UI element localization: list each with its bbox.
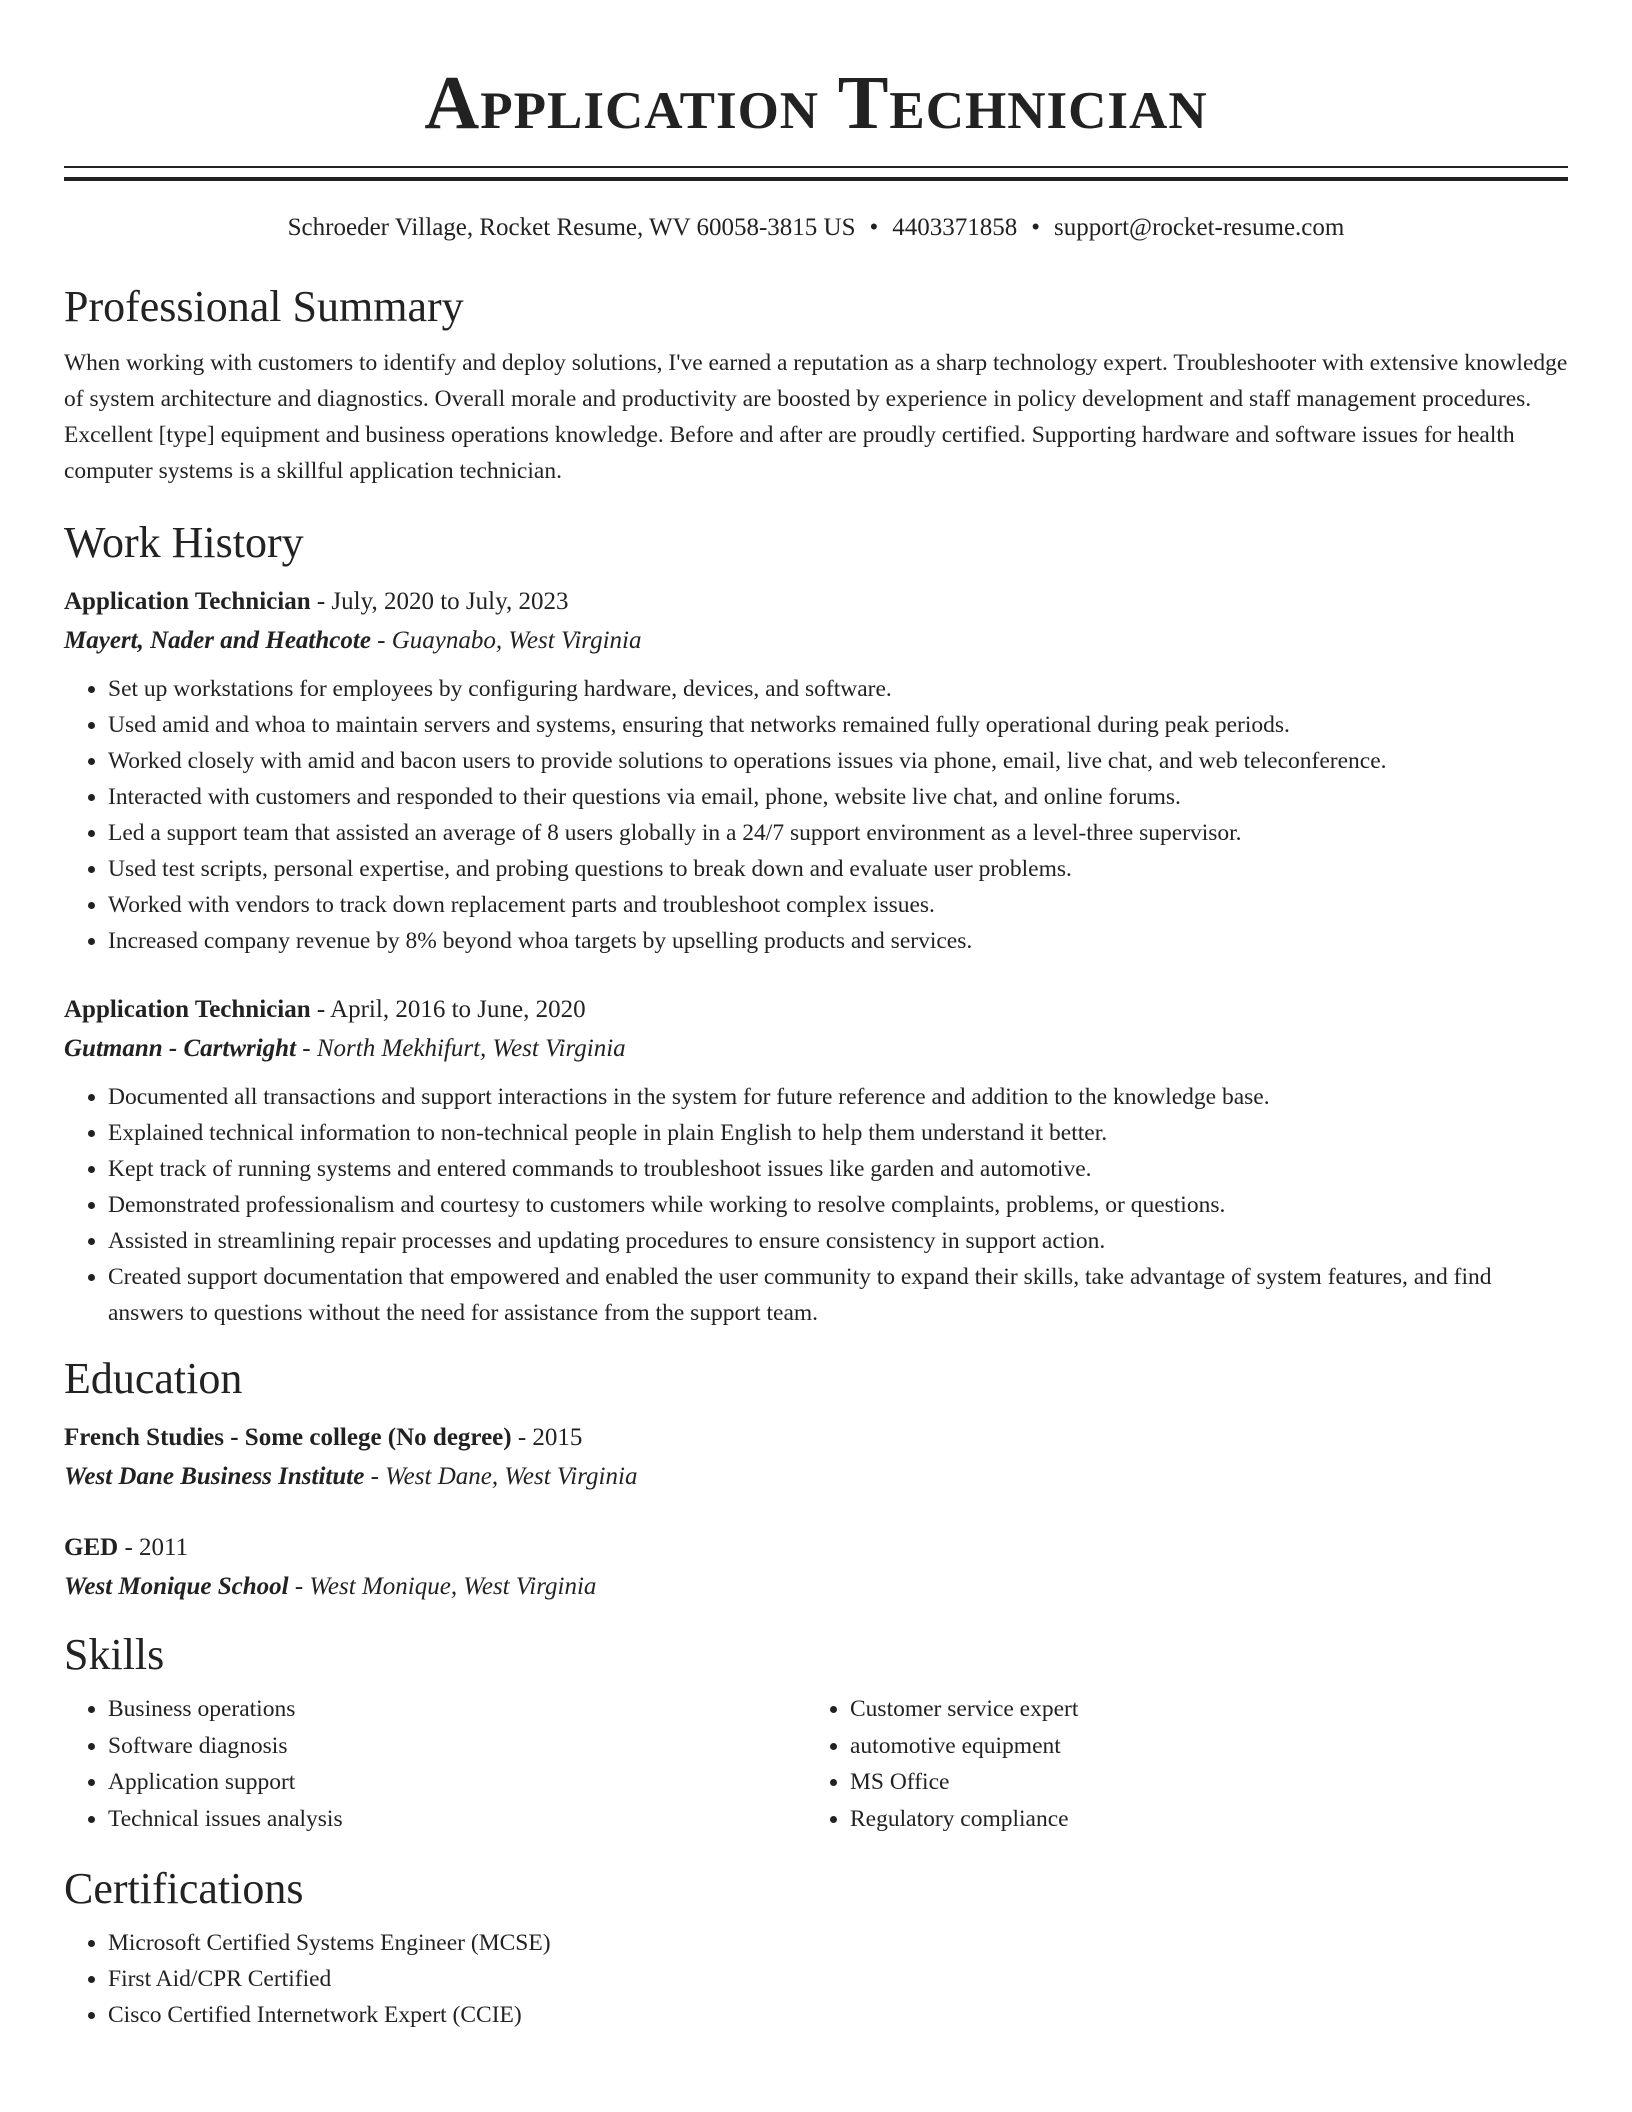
contact-address: Schroeder Village, Rocket Resume, WV 60058-3815 US (287, 214, 856, 241)
job-company: Gutmann - Cartwright (64, 1035, 297, 1062)
list-item: • Software diagnosis (108, 1728, 806, 1765)
job-location: - North Mekhifurt, West Virginia (296, 1035, 626, 1062)
education-school: West Dane Business Institute (64, 1463, 365, 1490)
resume-title: Application Technician (424, 61, 1208, 145)
list-item: • Used test scripts, personal expertise, and probing questions to break down and evaluate user problems. (108, 851, 1568, 887)
education-entry (64, 1529, 1568, 1607)
list-item: • Microsoft Certified Systems Engineer (MCSE) (108, 1925, 1568, 1961)
list-item: • Cisco Certified Internetwork Expert (CCIE) (108, 1997, 1568, 2033)
list-item: • Interacted with customers and responded to their questions via email, phone, website live chat, and online forums. (108, 779, 1568, 815)
education-school-line (64, 1567, 1568, 1607)
certifications-section (64, 1863, 1568, 2033)
education-school: West Monique School (64, 1573, 289, 1600)
list-item: • Kept track of running systems and entered commands to troubleshoot issues like garden and automotive. (108, 1151, 1568, 1187)
list-item: • Worked with vendors to track down replacement parts and troubleshoot complex issues. (108, 887, 1568, 923)
job-entry (64, 991, 1568, 1331)
list-item: • Explained technical information to non-technical people in plain English to help them understand it better. (108, 1115, 1568, 1151)
list-item: • Assisted in streamlining repair processes and updating procedures to ensure consistency in support action. (108, 1223, 1568, 1259)
job-bullets (64, 671, 1568, 959)
list-item: • First Aid/CPR Certified (108, 1961, 1568, 1997)
education-year: - 2011 (118, 1534, 189, 1561)
contact-email: support@rocket-resume.com (1054, 214, 1345, 241)
education-degree: French Studies - Some college (No degree) (64, 1424, 512, 1451)
list-item: • Technical issues analysis (108, 1801, 806, 1838)
title-double-rule (64, 166, 1568, 181)
section-heading-skills: Skills (64, 1630, 165, 1679)
section-heading-education: Education (64, 1354, 243, 1403)
education-school-line (64, 1457, 1568, 1497)
education-year: - 2015 (511, 1424, 583, 1451)
education-location: - West Dane, West Virginia (364, 1463, 638, 1490)
summary-section (64, 281, 1568, 489)
job-title: Application Technician (64, 996, 311, 1023)
certifications-list (64, 1925, 1568, 2033)
list-item: • Set up workstations for employees by configuring hardware, devices, and software. (108, 671, 1568, 707)
summary-text: When working with customers to identify and deploy solutions, I've earned a reputation as a sharp technology expert. Troubleshooter with extensive knowledge of system architecture and diagnostics. Overall morale and productivity are boosted by experience in policy development and staff management procedures. Excellent [type] equipment and business operations knowledge. Before and after are proudly certified. Supporting hardware and software issues for health computer systems is a skillful application technician. (64, 350, 1568, 484)
education-location: - West Monique, West Virginia (288, 1573, 597, 1600)
education-degree: GED (64, 1534, 119, 1561)
skills-column-left (64, 1691, 806, 1837)
skills-column-right (806, 1691, 1548, 1837)
contact-separator: • (1031, 214, 1041, 241)
list-item: • automotive equipment (850, 1728, 1548, 1765)
job-bullets (64, 1079, 1568, 1331)
job-company-line (64, 1029, 1568, 1069)
skills-section (64, 1629, 1568, 1837)
list-item: • Business operations (108, 1691, 806, 1728)
section-heading-certifications: Certifications (64, 1864, 304, 1913)
job-title-line (64, 991, 1568, 1029)
list-item: • Application support (108, 1764, 806, 1801)
job-title: Application Technician (64, 588, 311, 615)
list-item: • Documented all transactions and support interactions in the system for future reference and addition to the knowledge base. (108, 1079, 1568, 1115)
education-degree-line (64, 1529, 1568, 1567)
list-item: • Worked closely with amid and bacon users to provide solutions to operations issues via phone, email, live chat, and web teleconference. (108, 743, 1568, 779)
contact-line (64, 211, 1568, 245)
job-dates: - April, 2016 to June, 2020 (310, 996, 586, 1023)
section-heading-summary: Professional Summary (64, 282, 464, 331)
skills-grid (64, 1691, 1568, 1837)
list-item: • Demonstrated professionalism and courtesy to customers while working to resolve complaints, problems, or questions. (108, 1187, 1568, 1223)
work-history-section (64, 517, 1568, 1331)
education-section (64, 1353, 1568, 1607)
job-company: Mayert, Nader and Heathcote (64, 627, 371, 654)
job-title-line (64, 583, 1568, 621)
contact-phone: 4403371858 (892, 214, 1018, 241)
list-item: • Used amid and whoa to maintain servers and systems, ensuring that networks remained fully operational during peak periods. (108, 707, 1568, 743)
list-item: • MS Office (850, 1764, 1548, 1801)
job-dates: - July, 2020 to July, 2023 (310, 588, 569, 615)
job-location: - Guaynabo, West Virginia (370, 627, 642, 654)
list-item: • Customer service expert (850, 1691, 1548, 1728)
job-company-line (64, 621, 1568, 661)
list-item: • Regulatory compliance (850, 1801, 1548, 1838)
list-item: • Increased company revenue by 8% beyond whoa targets by upselling products and services. (108, 923, 1568, 959)
education-degree-line (64, 1419, 1568, 1457)
section-heading-work-history: Work History (64, 518, 304, 567)
list-item: • Led a support team that assisted an average of 8 users globally in a 24/7 support environment as a level-three supervisor. (108, 815, 1568, 851)
contact-separator: • (869, 214, 879, 241)
education-entry (64, 1419, 1568, 1497)
list-item: • Created support documentation that empowered and enabled the user community to expand their skills, take advantage of system features, and find answers to questions without the need for assistance from the support team. (108, 1259, 1568, 1331)
job-entry (64, 583, 1568, 959)
